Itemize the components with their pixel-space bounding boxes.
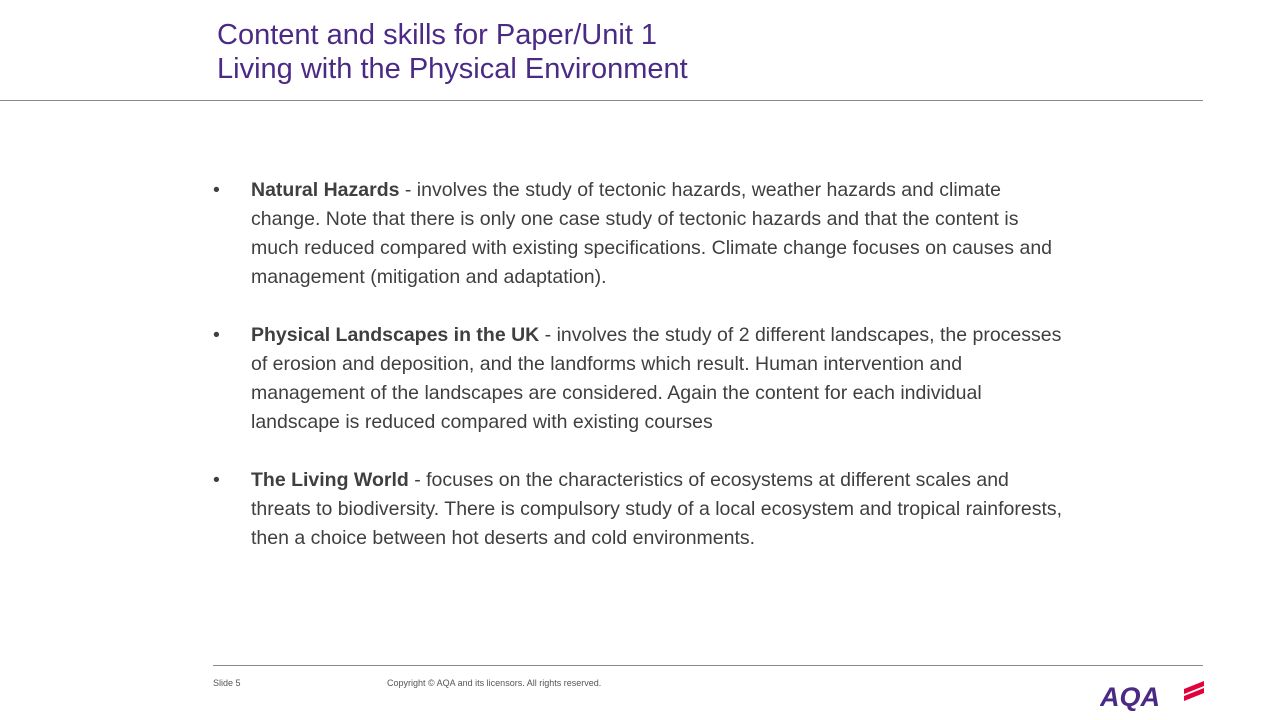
- copyright-notice: Copyright © AQA and its licensors. All rights reserved.: [387, 678, 602, 688]
- bullet-heading: Natural Hazards: [251, 179, 400, 201]
- slide-title: [217, 18, 688, 86]
- bullet-heading: Physical Landscapes in the UK: [251, 324, 540, 346]
- bullet-list: [213, 176, 1063, 582]
- footer-divider: [213, 665, 1203, 666]
- bullet-text: - involves the study of 2 different landscapes, the processes of erosion and deposition, and the landforms which result. Human intervention and management of the landscapes are considered. Again the content for each individual landscape is reduced compared with existing courses: [251, 324, 1062, 433]
- bullet-living-world: [213, 466, 1063, 553]
- bullet-physical-landscapes: [213, 321, 1063, 437]
- title-divider: [0, 100, 1203, 101]
- slide-title-line-1: Content and skills for Paper/Unit 1: [217, 19, 658, 51]
- bullet-text: - involves the study of tectonic hazards, weather hazards and climate change. Note that there is only one case study of tectonic hazards and that the content is much reduced compared with existing specifications. Climate change focuses on causes and management (mitigation and adaptation).: [251, 179, 1053, 288]
- aqa-logo-text: AQA: [1100, 682, 1160, 711]
- bullet-text: - focuses on the characteristics of ecosystems at different scales and threats to biodiversity. There is compulsory study of a local ecosystem and tropical rainforests, then a choice between hot deserts and cold environments.: [251, 469, 1063, 549]
- bullet-natural-hazards: [213, 176, 1063, 292]
- bullet-heading: The Living World: [251, 469, 409, 491]
- bullet-dot-icon: •: [213, 324, 220, 346]
- aqa-logo: [1100, 679, 1206, 711]
- bullet-dot-icon: •: [213, 469, 220, 491]
- slide-number: Slide 5: [213, 678, 241, 688]
- bullet-dot-icon: •: [213, 179, 220, 201]
- slide-title-line-2: Living with the Physical Environment: [217, 53, 688, 85]
- aqa-logo-accent-icon: [1184, 681, 1204, 701]
